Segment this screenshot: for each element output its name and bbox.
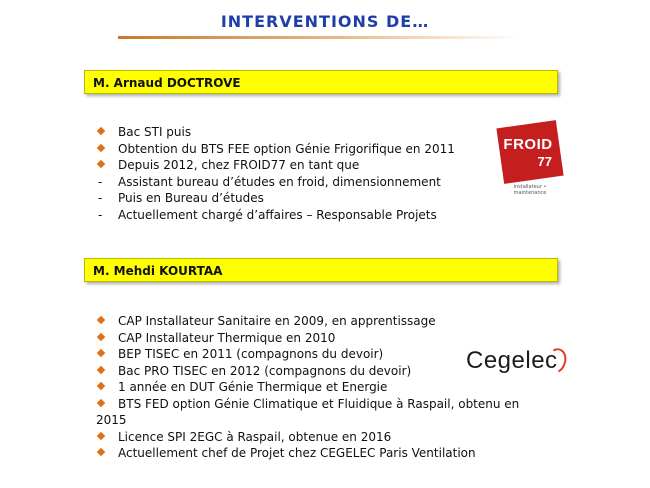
- cegelec-logo: Cegelec: [466, 347, 558, 374]
- froid77-logo-tagline: installateur • maintenance: [513, 184, 547, 196]
- person1-name-bar: [84, 70, 558, 94]
- froid77-logo-number: 77: [537, 154, 552, 169]
- dash-bullet-icon: -: [98, 207, 103, 222]
- list-item-text: Obtention du BTS FEE option Génie Frigorifique en 2011: [118, 141, 455, 156]
- diamond-bullet-icon: [97, 143, 105, 151]
- list-item-text: Licence SPI 2EGC à Raspail, obtenue en 2016: [118, 429, 392, 444]
- list-item: [96, 396, 566, 429]
- list-item-text: BTS FED option Génie Climatique et Fluidique à Raspail, obtenu en: [118, 396, 520, 411]
- list-item-text: Depuis 2012, chez FROID77 en tant que: [118, 158, 360, 172]
- diamond-bullet-icon: [97, 431, 105, 439]
- diamond-bullet-icon: [97, 349, 105, 357]
- list-item: [96, 157, 566, 174]
- title-underline: [118, 36, 522, 39]
- person2-name-bar: [84, 258, 558, 282]
- person1-list: [96, 124, 566, 223]
- dash-bullet-icon: -: [98, 174, 103, 189]
- diamond-bullet-icon: [97, 398, 105, 406]
- list-item-text: Bac STI puis: [118, 125, 192, 139]
- diamond-bullet-icon: [97, 127, 105, 135]
- list-item: [96, 174, 566, 191]
- person1-name: M. Arnaud DOCTROVE: [93, 76, 241, 90]
- list-item: [96, 141, 566, 158]
- list-item-text: Puis en Bureau d’études: [118, 191, 264, 205]
- person2-list: [96, 313, 566, 462]
- list-item-text: 1 année en DUT Génie Thermique et Energie: [118, 380, 388, 394]
- list-item-text: Bac PRO TISEC en 2012 (compagnons du devoir): [118, 363, 412, 378]
- page-title: INTERVENTIONS DE…: [220, 12, 430, 31]
- list-item-text: Actuellement chargé d’affaires – Responsable Projets: [118, 207, 437, 222]
- diamond-bullet-icon: [97, 365, 105, 373]
- diamond-bullet-icon: [97, 448, 105, 456]
- diamond-bullet-icon: [97, 316, 105, 324]
- list-item: [96, 313, 566, 330]
- froid77-logo-name: FROID: [503, 136, 553, 153]
- list-item-text: CAP Installateur Sanitaire en 2009, en apprentissage: [118, 314, 436, 328]
- list-item-text: CAP Installateur Thermique en 2010: [118, 330, 336, 345]
- list-item: [96, 207, 566, 224]
- list-item-text-continued: 2015: [96, 413, 127, 427]
- list-item: [96, 190, 566, 207]
- diamond-bullet-icon: [97, 382, 105, 390]
- list-item: [96, 330, 566, 347]
- list-item-text: Actuellement chef de Projet chez CEGELEC Paris Ventilation: [118, 446, 476, 460]
- list-item: [96, 124, 566, 141]
- froid77-logo: [498, 122, 562, 194]
- list-item: [96, 429, 566, 446]
- diamond-bullet-icon: [97, 332, 105, 340]
- list-item-text: BEP TISEC en 2011 (compagnons du devoir): [118, 347, 384, 361]
- person2-name: M. Mehdi KOURTAA: [93, 264, 223, 278]
- list-item-text: Assistant bureau d’études en froid, dimensionnement: [118, 174, 441, 189]
- dash-bullet-icon: -: [98, 191, 103, 205]
- list-item: [96, 445, 566, 462]
- diamond-bullet-icon: [97, 160, 105, 168]
- list-item: [96, 379, 566, 396]
